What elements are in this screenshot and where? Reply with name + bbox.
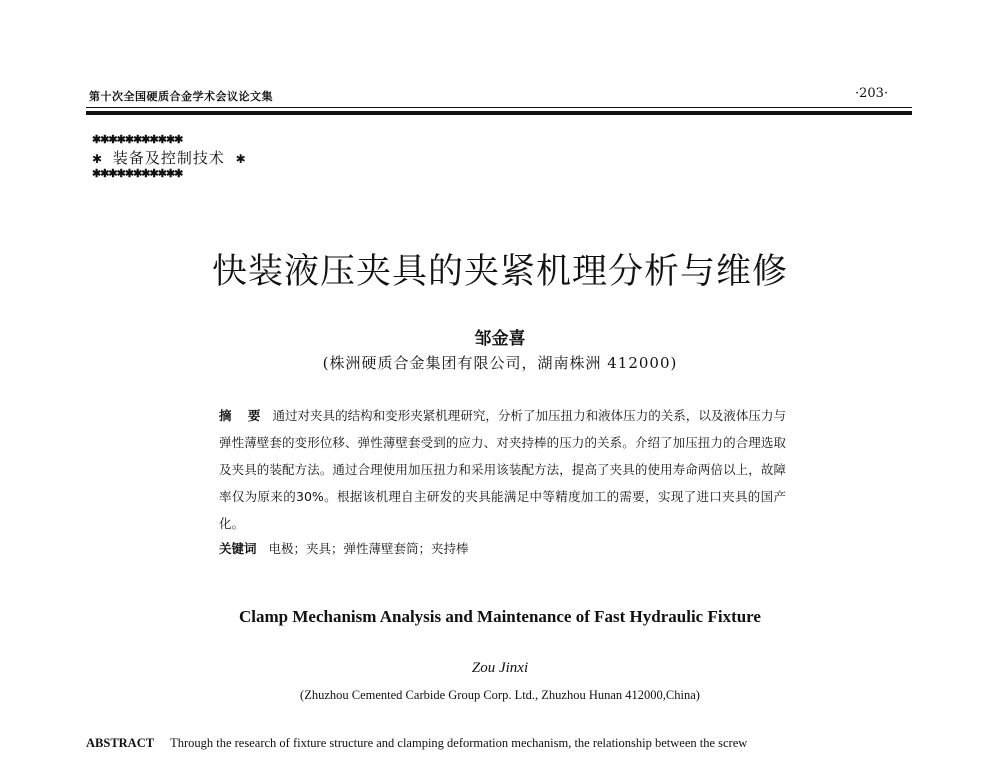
abstract-chinese [219,402,786,537]
abstract-english-text: Through the research of fixture structure and clamping deformation mechanism, the relationship between the screw [170,736,748,750]
abstract-chinese-label: 摘 要 [219,408,267,423]
title-english: Clamp Mechanism Analysis and Maintenance of Fast Hydraulic Fixture [239,607,761,626]
header-rule-thin [86,107,912,108]
page-number: ·203· [855,86,889,101]
title-chinese: 快装液压夹具的夹紧机理分析与维修 [211,252,788,292]
author-chinese: 邹金喜 [474,329,526,349]
section-border-top: ✱✱✱✱✱✱✱✱✱✱✱ [92,133,183,146]
section-border-left: ✱ [92,152,103,166]
header-rule-thick [86,111,912,115]
running-header: 第十次全国硬质合金学术会议论文集 [89,90,273,103]
section-label-box [92,134,252,182]
author-english: Zou Jinxi [471,660,529,676]
keywords-chinese [219,539,786,557]
keywords-chinese-label: 关键词 [219,541,257,556]
section-border-bottom: ✱✱✱✱✱✱✱✱✱✱✱ [92,167,183,180]
affiliation-chinese: (株洲硬质合金集团有限公司，湖南株洲 412000) [322,354,678,372]
abstract-chinese-text: 通过对夹具的结构和变形夹紧机理研究，分析了加压扭力和液体压力的关系，以及液体压力与弹性薄壁套的变形位移、弹性薄壁套受到的应力、对夹持棒的压力的关系。介绍了加压扭力的合理选取及夹具的装配方法。通过合理使用加压扭力和采用该装配方法，提高了夹具的使用寿命两倍以上，故障率仅为原来的30%。根据该机理自主研发的夹具能满足中等精度加工的需要，实现了进口夹具的国产化。 [219,408,786,531]
abstract-english-label: ABSTRACT [86,736,155,750]
keywords-chinese-text: 电极；夹具；弹性薄壁套筒；夹持棒 [268,541,469,556]
section-border-right: ✱ [235,152,246,166]
section-label-row [92,147,246,168]
section-label-text: 装备及控制技术 [112,149,225,167]
affiliation-english: (Zhuzhou Cemented Carbide Group Corp. Ltd., Zhuzhou Hunan 412000,China) [300,688,700,702]
abstract-english [86,736,916,751]
